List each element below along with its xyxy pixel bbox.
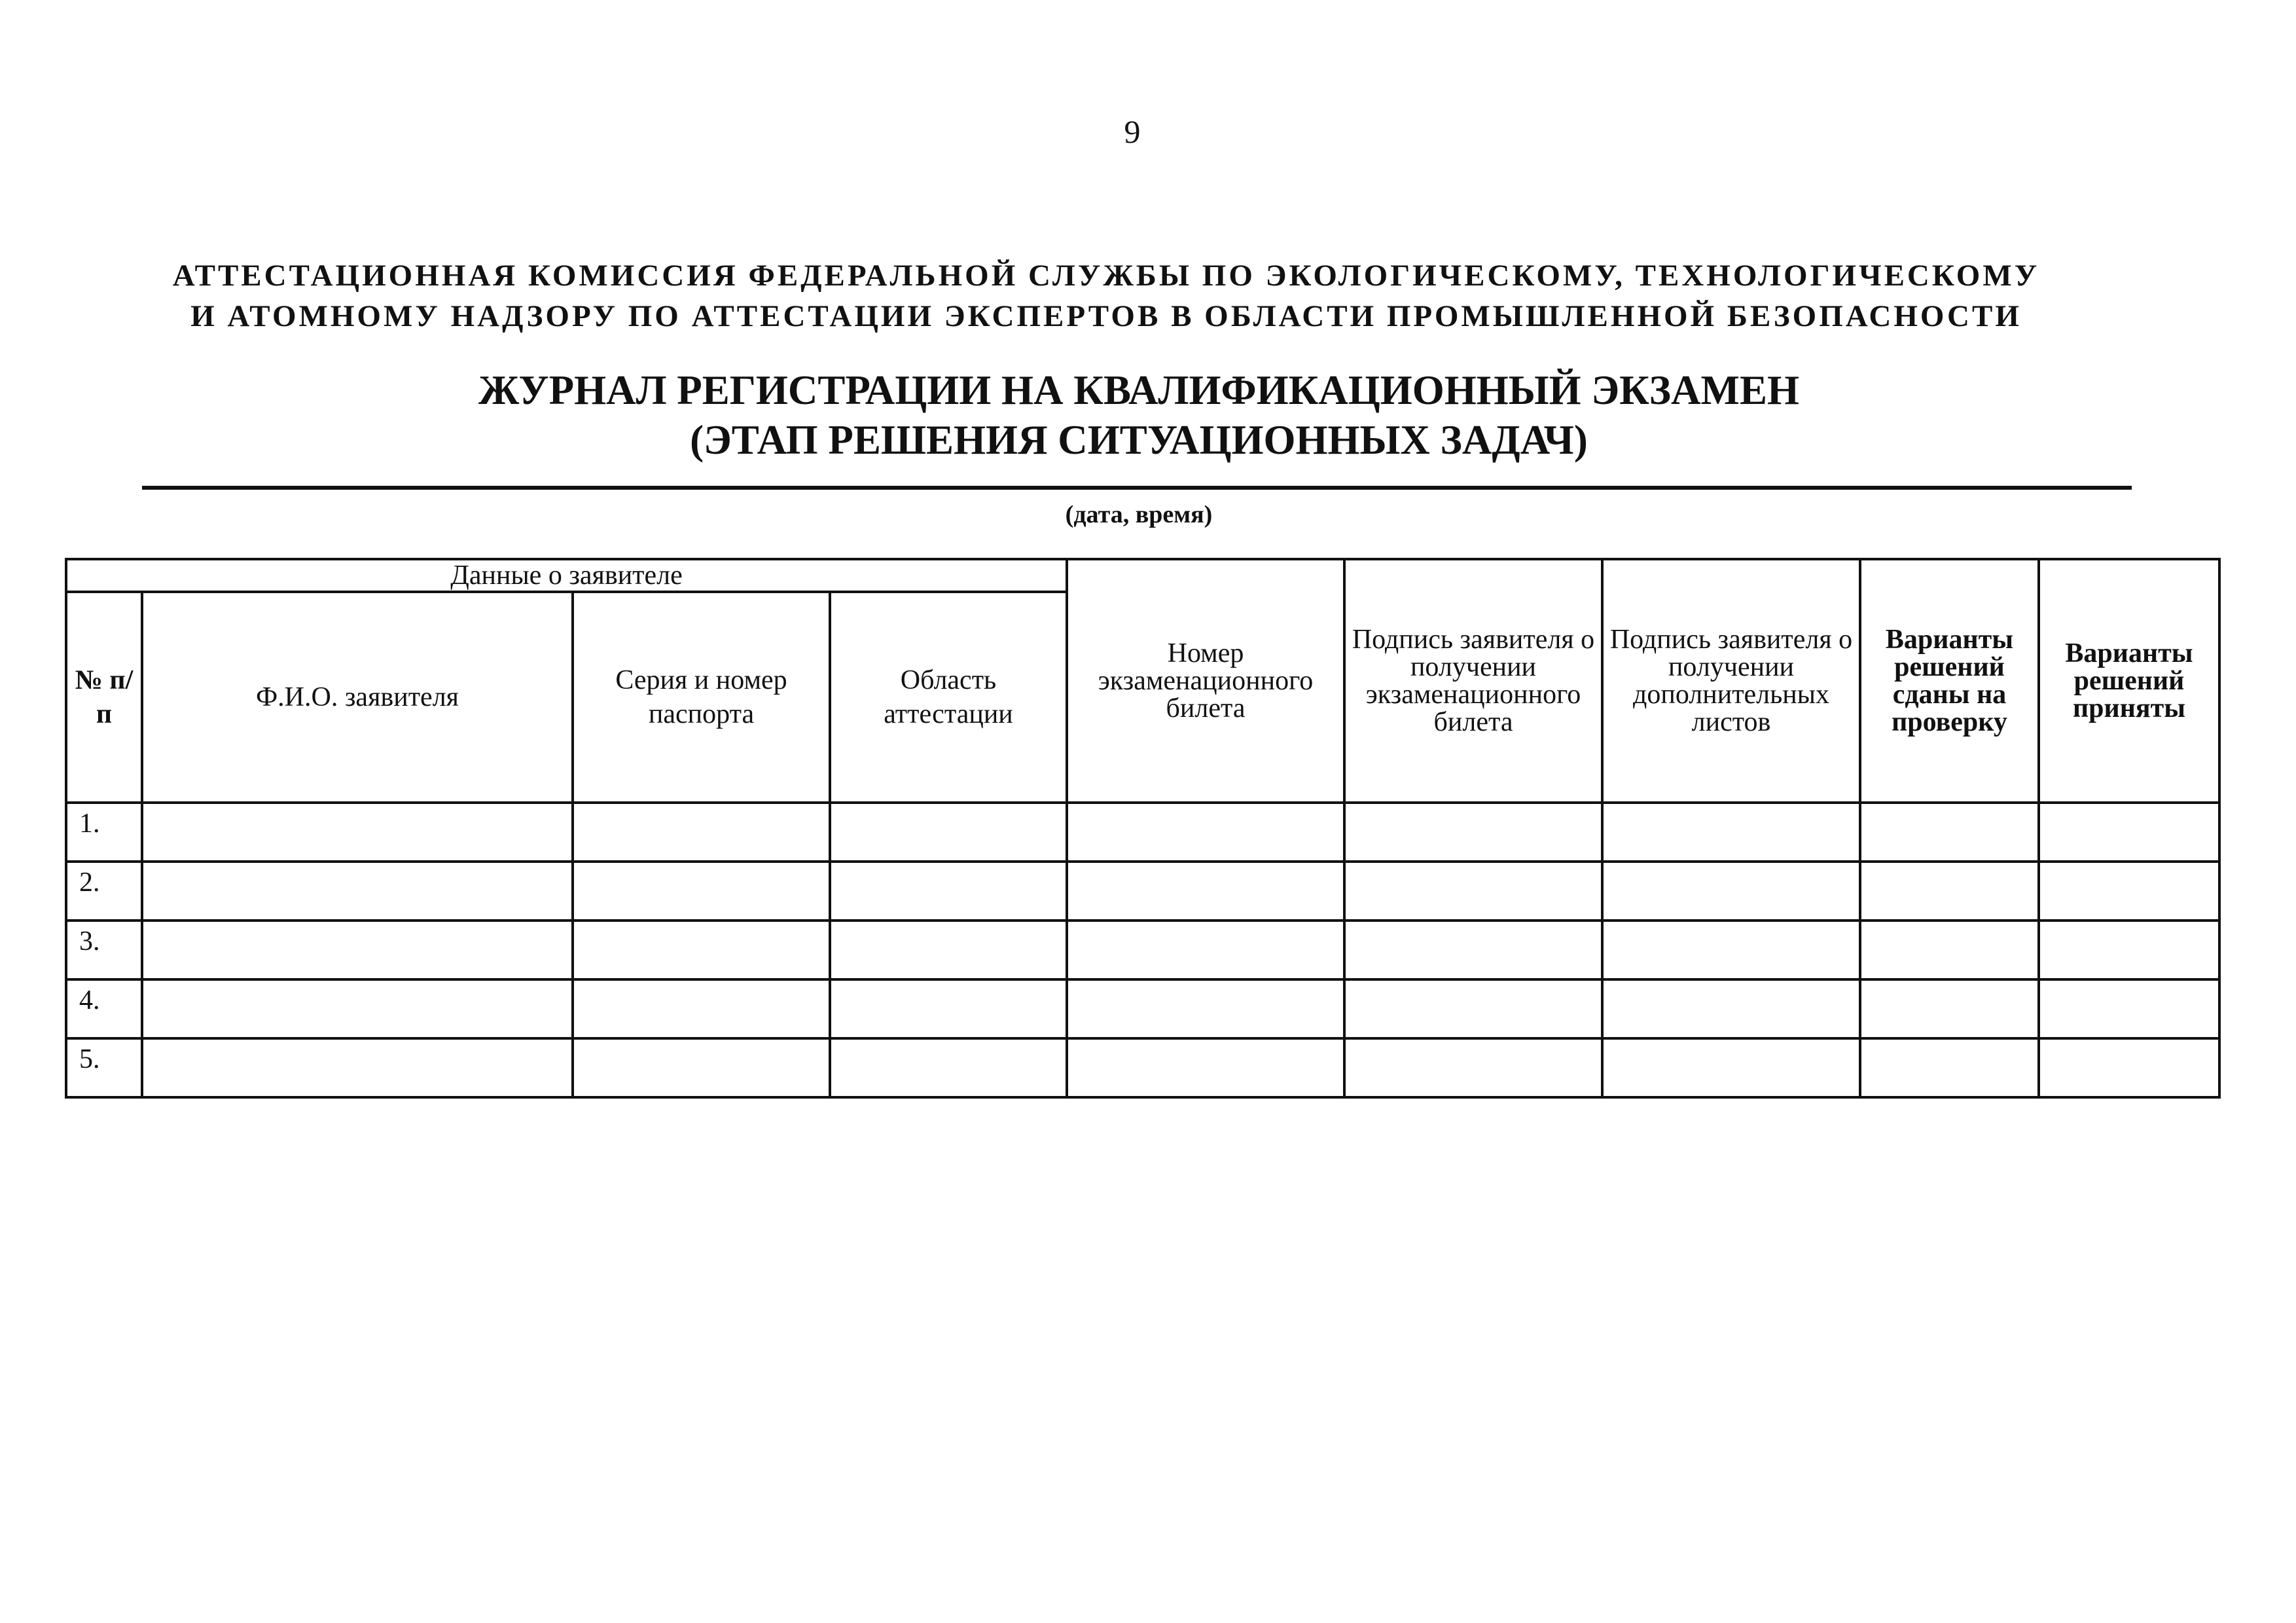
registration-table xyxy=(65,558,2221,1099)
cell-ticket-signature[interactable] xyxy=(1344,803,1602,862)
cell-passport[interactable] xyxy=(573,921,830,979)
table-row xyxy=(66,1038,2219,1097)
cell-ticket-number[interactable] xyxy=(1067,1038,1344,1097)
cell-ticket-signature[interactable] xyxy=(1344,921,1602,979)
cell-extra-sheets-signature[interactable] xyxy=(1602,921,1860,979)
cell-attestation-area[interactable] xyxy=(830,921,1067,979)
cell-ticket-number[interactable] xyxy=(1067,862,1344,921)
cell-extra-sheets-signature[interactable] xyxy=(1602,862,1860,921)
col-header-submitted: Варианты решений сданы на проверку xyxy=(1860,559,2039,803)
org-heading xyxy=(98,255,2114,337)
table-row xyxy=(66,921,2219,979)
cell-extra-sheets-signature[interactable] xyxy=(1602,979,1860,1038)
col-header-ticket-signature: Подпись заявителя о получении экзаменационного билета xyxy=(1344,559,1602,803)
row-number: 5. xyxy=(66,1038,142,1097)
cell-submitted[interactable] xyxy=(1860,1038,2039,1097)
col-header-extra-sheets-signature: Подпись заявителя о получении дополнительных листов xyxy=(1602,559,1860,803)
row-number: 2. xyxy=(66,862,142,921)
cell-ticket-number[interactable] xyxy=(1067,921,1344,979)
cell-extra-sheets-signature[interactable] xyxy=(1602,1038,1860,1097)
table-row xyxy=(66,862,2219,921)
cell-ticket-signature[interactable] xyxy=(1344,1038,1602,1097)
cell-full-name[interactable] xyxy=(142,979,573,1038)
journal-title-line-2: (ЭТАП РЕШЕНИЯ СИТУАЦИОННЫХ ЗАДАЧ) xyxy=(690,417,1588,463)
org-heading-line-1: АТТЕСТАЦИОННАЯ КОМИССИЯ ФЕДЕРАЛЬНОЙ СЛУЖБЫ ПО ЭКОЛОГИЧЕСКОМУ, ТЕХНОЛОГИЧЕСКОМУ xyxy=(172,259,2040,293)
col-header-accepted: Варианты решений приняты xyxy=(2039,559,2219,803)
org-heading-line-2: И АТОМНОМУ НАДЗОРУ ПО АТТЕСТАЦИИ ЭКСПЕРТОВ В ОБЛАСТИ ПРОМЫШЛЕННОЙ БЕЗОПАСНОСТИ xyxy=(190,299,2022,333)
cell-submitted[interactable] xyxy=(1860,921,2039,979)
cell-accepted[interactable] xyxy=(2039,1038,2219,1097)
cell-submitted[interactable] xyxy=(1860,862,2039,921)
col-header-full-name: Ф.И.О. заявителя xyxy=(142,592,573,803)
cell-accepted[interactable] xyxy=(2039,921,2219,979)
cell-accepted[interactable] xyxy=(2039,803,2219,862)
row-number: 1. xyxy=(66,803,142,862)
table-row xyxy=(66,979,2219,1038)
applicant-data-header: Данные о заявителе xyxy=(66,559,1067,592)
row-number: 3. xyxy=(66,921,142,979)
cell-full-name[interactable] xyxy=(142,862,573,921)
journal-title-line-1: ЖУРНАЛ РЕГИСТРАЦИИ НА КВАЛИФИКАЦИОННЫЙ ЭКЗАМЕН xyxy=(478,367,1800,413)
cell-passport[interactable] xyxy=(573,1038,830,1097)
group-header-row xyxy=(66,559,2219,592)
cell-ticket-signature[interactable] xyxy=(1344,979,1602,1038)
cell-accepted[interactable] xyxy=(2039,862,2219,921)
table-row xyxy=(66,803,2219,862)
cell-submitted[interactable] xyxy=(1860,803,2039,862)
cell-passport[interactable] xyxy=(573,979,830,1038)
date-fill-line xyxy=(142,486,2132,490)
cell-full-name[interactable] xyxy=(142,803,573,862)
row-number: 4. xyxy=(66,979,142,1038)
cell-ticket-number[interactable] xyxy=(1067,979,1344,1038)
col-header-ticket-number: Номер экзаменационного билета xyxy=(1067,559,1344,803)
cell-attestation-area[interactable] xyxy=(830,1038,1067,1097)
col-header-attestation-area: Область аттестации xyxy=(830,592,1067,803)
col-header-number: № п/п xyxy=(66,592,142,803)
cell-attestation-area[interactable] xyxy=(830,803,1067,862)
cell-extra-sheets-signature[interactable] xyxy=(1602,803,1860,862)
cell-full-name[interactable] xyxy=(142,921,573,979)
date-caption: (дата, время) xyxy=(1065,501,1213,528)
page-number: 9 xyxy=(1124,113,1141,150)
cell-full-name[interactable] xyxy=(142,1038,573,1097)
cell-attestation-area[interactable] xyxy=(830,979,1067,1038)
col-header-passport: Серия и номер паспорта xyxy=(573,592,830,803)
journal-title xyxy=(131,365,2147,465)
cell-attestation-area[interactable] xyxy=(830,862,1067,921)
cell-submitted[interactable] xyxy=(1860,979,2039,1038)
cell-accepted[interactable] xyxy=(2039,979,2219,1038)
cell-ticket-number[interactable] xyxy=(1067,803,1344,862)
cell-passport[interactable] xyxy=(573,803,830,862)
cell-passport[interactable] xyxy=(573,862,830,921)
cell-ticket-signature[interactable] xyxy=(1344,862,1602,921)
